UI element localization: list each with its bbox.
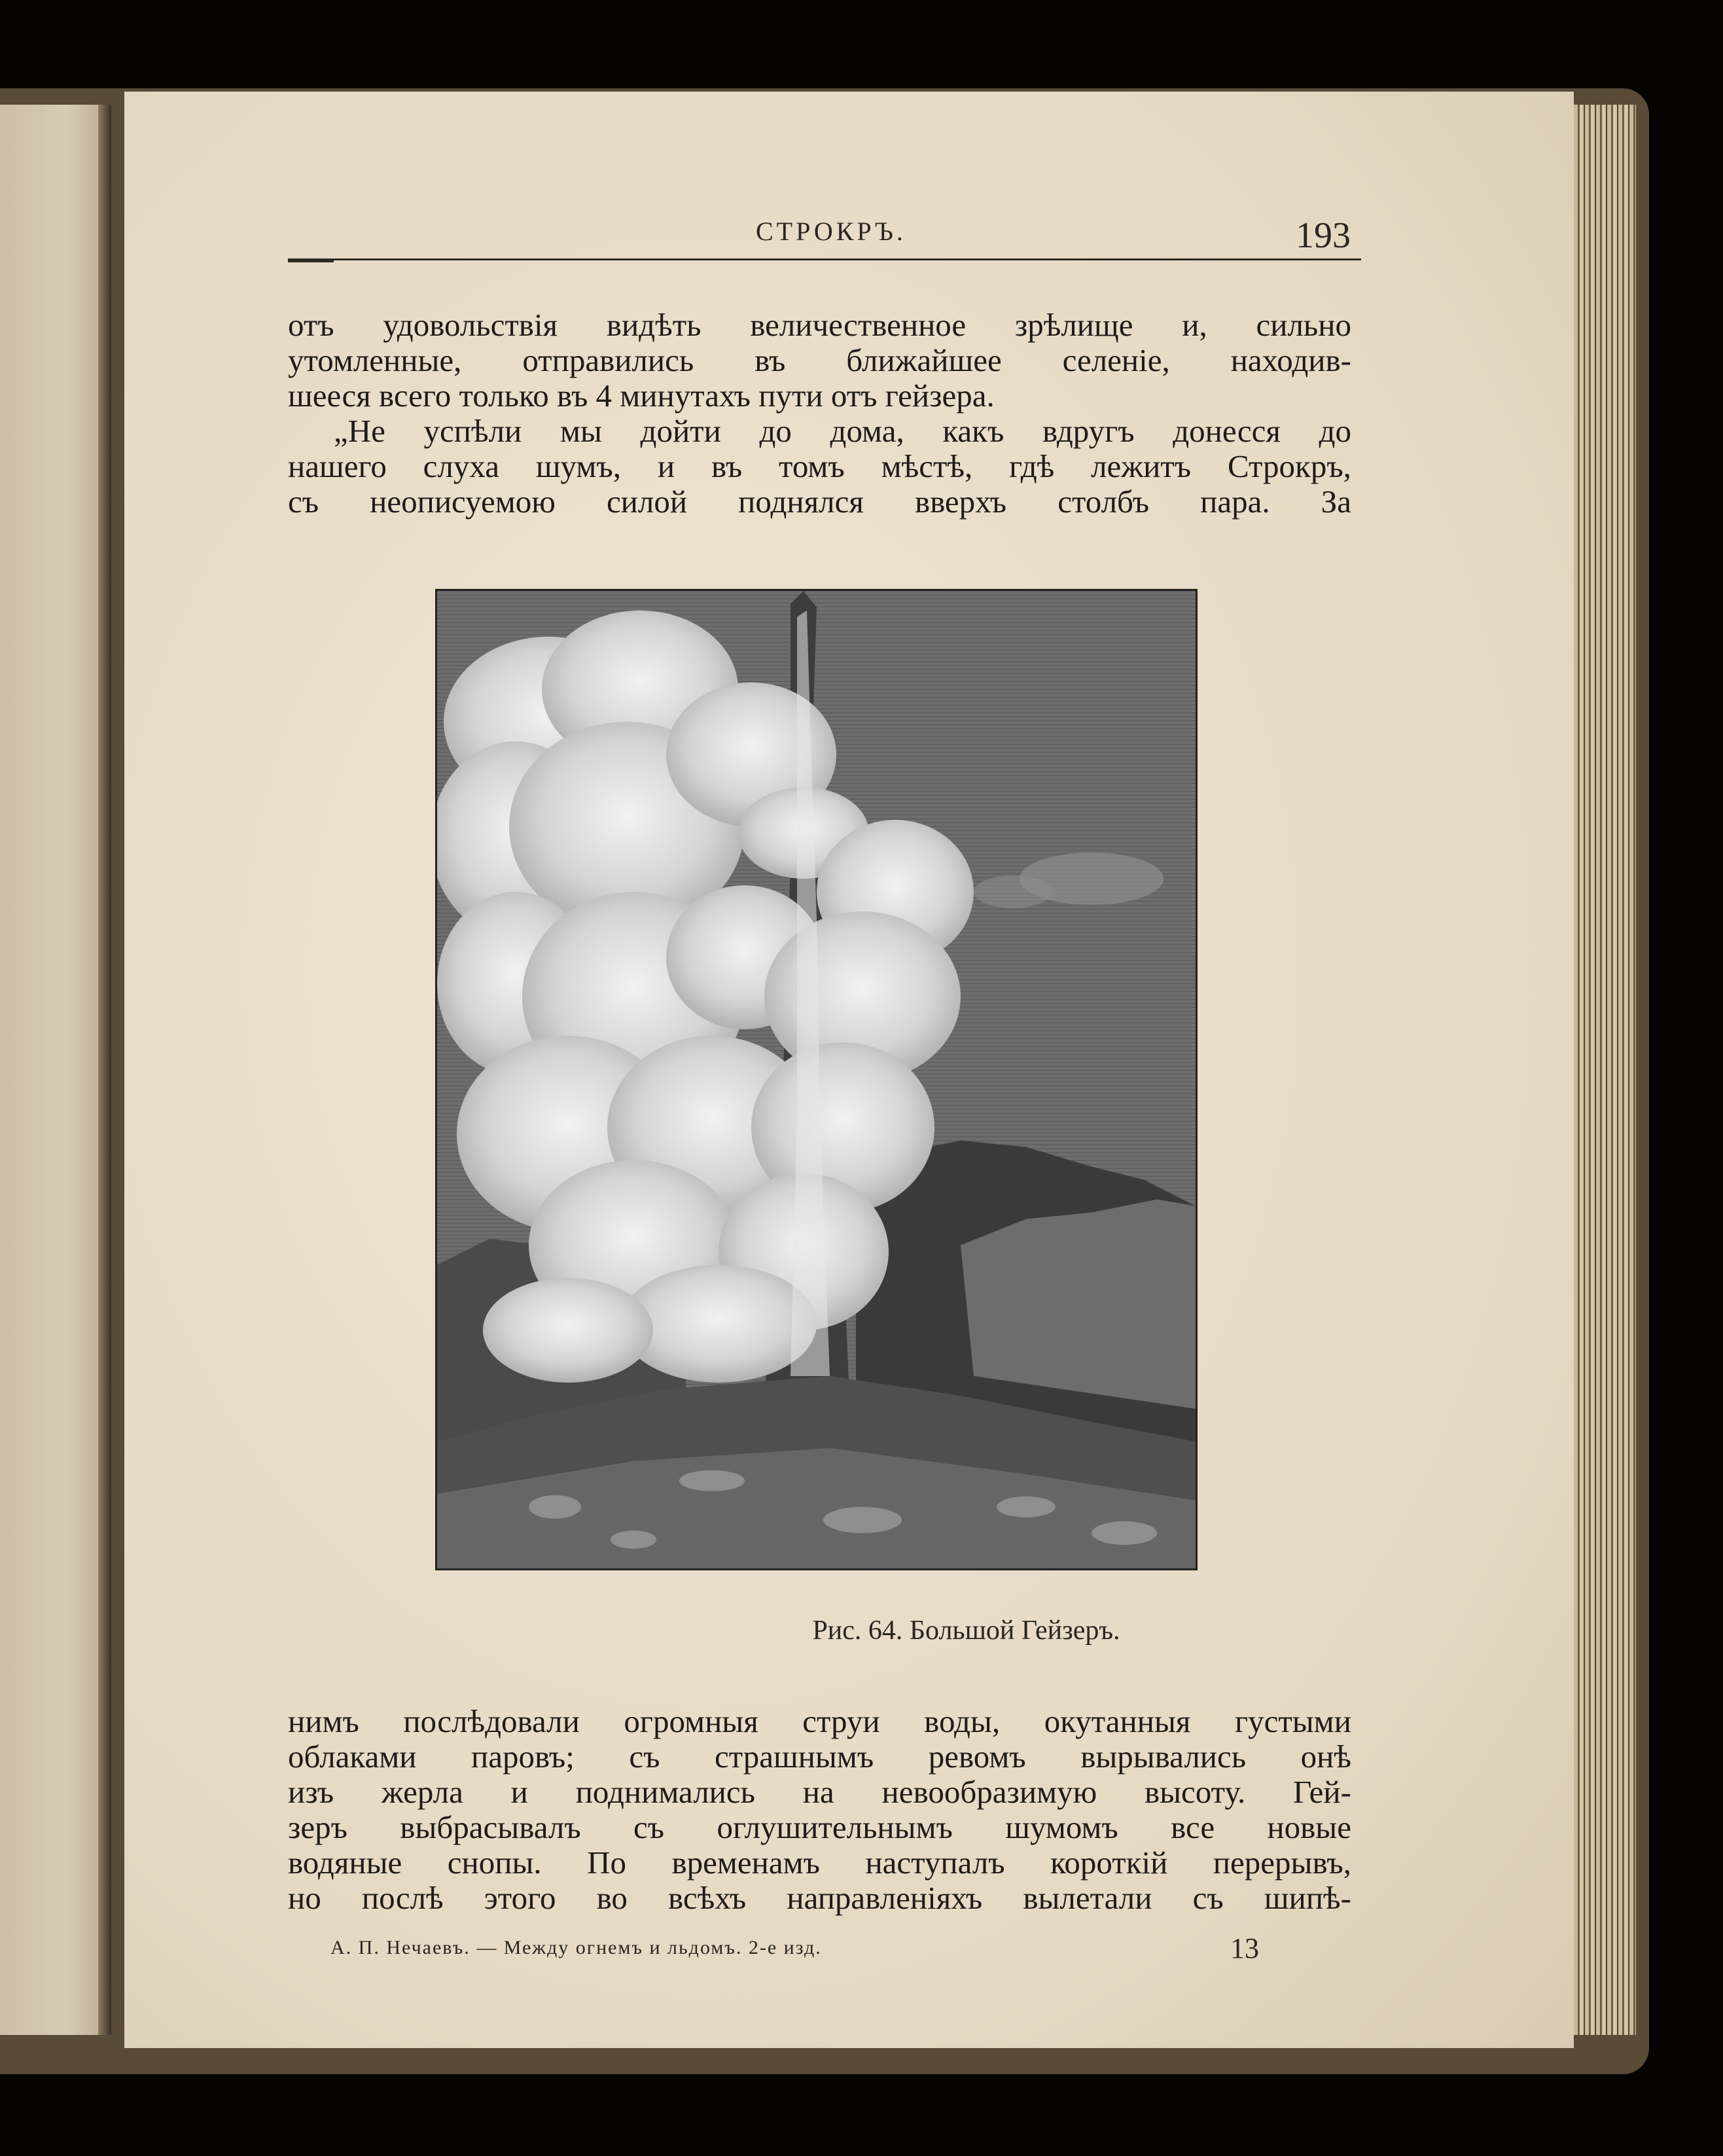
text-line: „Не успѣли мы дойти до дома, какъ вдругъ донесся до	[334, 413, 1351, 449]
footer-sheet-number: 13	[1230, 1932, 1259, 1964]
text-line: нашего слуха шумъ, и въ томъ мѣстѣ, гдѣ лежитъ Строкръ,	[288, 448, 1351, 484]
geyser-illustration	[435, 589, 1198, 1570]
running-head: СТРОКРЪ.	[756, 217, 906, 246]
text-line: но послѣ этого во всѣхъ направленіяхъ вылетали съ шипѣ-	[288, 1880, 1351, 1916]
text-line: съ неописуемою силой поднялся вверхъ столбъ пара. За	[288, 484, 1351, 520]
text-line: изъ жерла и поднимались на невообразимую высоту. Гей-	[288, 1774, 1351, 1810]
text-line: нимъ послѣдовали огромныя струи воды, окутанныя густыми	[288, 1703, 1351, 1739]
figure-caption: Рис. 64. Большой Гейзеръ.	[812, 1616, 1120, 1646]
geyser-engraving	[437, 591, 1196, 1568]
page-number: 193	[1296, 215, 1351, 256]
bottom-paragraph-block	[288, 1704, 1351, 1916]
left-page-edge	[0, 105, 111, 2035]
top-paragraph-block	[288, 308, 1351, 520]
text-line: отъ удовольствія видѣть величественное зрѣлище и, сильно	[288, 307, 1351, 343]
page-edges	[1574, 105, 1636, 2035]
text-line: облаками паровъ; съ страшнымъ ревомъ вырывались онѣ	[288, 1739, 1351, 1775]
text-line: водяные снопы. По временамъ наступалъ короткій перерывъ,	[288, 1845, 1351, 1881]
header-rule	[288, 258, 1361, 260]
binding-gutter	[98, 105, 111, 2035]
header-rule-short	[288, 260, 334, 262]
footer-signature: А. П. Нечаевъ. — Между огнемъ и льдомъ. 2-е изд.	[330, 1937, 822, 1958]
text-line: шееся всего только въ 4 минутахъ пути отъ гейзера.	[288, 378, 995, 414]
text-line: утомленные, отправились въ ближайшее селеніе, находив-	[288, 342, 1351, 378]
text-line: зеръ выбрасывалъ съ оглушительнымъ шумомъ все новые	[288, 1809, 1351, 1845]
